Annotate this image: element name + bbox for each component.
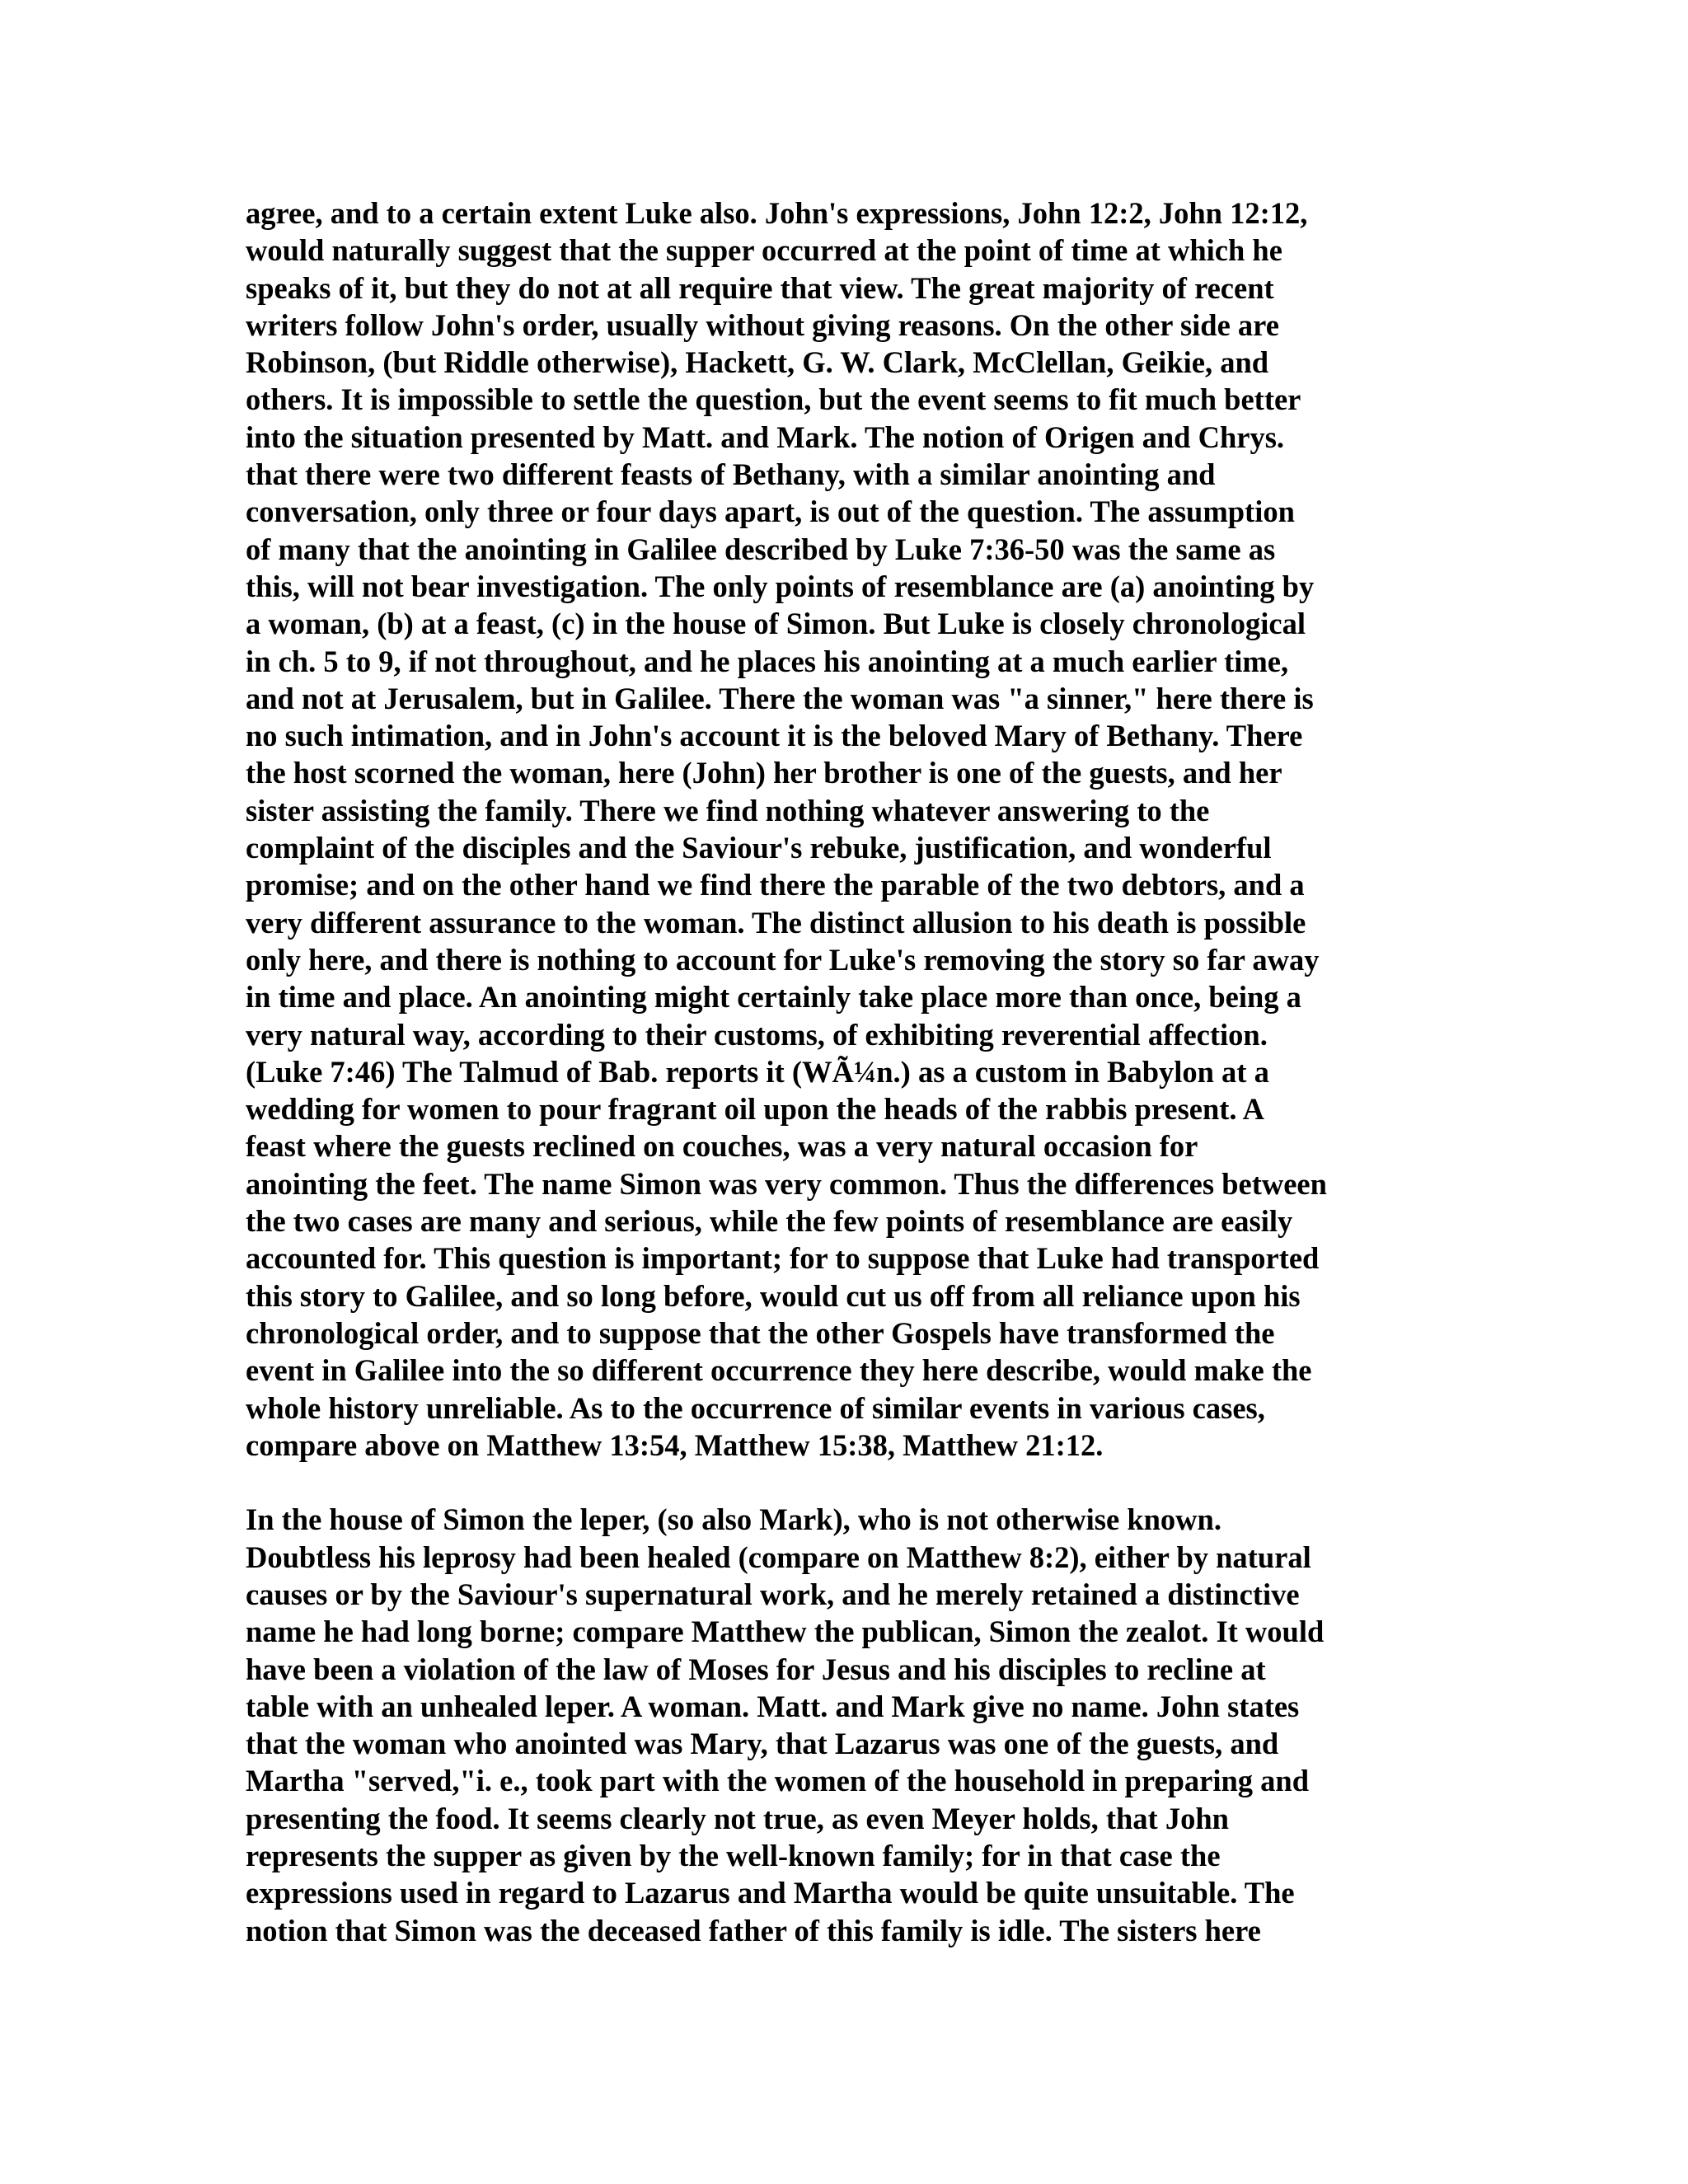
text-line: table with an unhealed leper. A woman. Matt. and Mark give no name. John states — [246, 1689, 1300, 1723]
paragraph-1 — [246, 194, 1449, 1464]
text-line: complaint of the disciples and the Saviour's rebuke, justification, and wonderful — [246, 831, 1272, 865]
text-line: very different assurance to the woman. The distinct allusion to his death is possible — [246, 905, 1306, 940]
text-line: no such intimation, and in John's account it is the beloved Mary of Bethany. There — [246, 719, 1303, 753]
text-line: Martha "served,"i. e., took part with the women of the household in preparing and — [246, 1764, 1310, 1798]
text-line: only here, and there is nothing to account for Luke's removing the story so far away — [246, 942, 1320, 977]
text-line: name he had long borne; compare Matthew the publican, Simon the zealot. It would — [246, 1615, 1325, 1649]
text-line: accounted for. This question is important; for to suppose that Luke had transported — [246, 1241, 1320, 1276]
paragraph-2 — [246, 1501, 1449, 1949]
text-line: in ch. 5 to 9, if not throughout, and he places his anointing at a much earlier time, — [246, 644, 1289, 678]
text-line: that there were two different feasts of Bethany, with a similar anointing and — [246, 457, 1216, 492]
text-line: very natural way, according to their customs, of exhibiting reverential affection. — [246, 1017, 1268, 1052]
text-line: of many that the anointing in Galilee described by Luke 7:36-50 was the same as — [246, 532, 1276, 566]
text-line: others. It is impossible to settle the question, but the event seems to fit much better — [246, 382, 1301, 417]
text-line: anointing the feet. The name Simon was very common. Thus the differences between — [246, 1166, 1327, 1201]
text-line: would naturally suggest that the supper occurred at the point of time at which he — [246, 233, 1282, 268]
text-line: Robinson, (but Riddle otherwise), Hackett, G. W. Clark, McClellan, Geikie, and — [246, 345, 1269, 380]
text-line: the two cases are many and serious, while the few points of resemblance are easily — [246, 1204, 1293, 1239]
text-line: this, will not bear investigation. The only points of resemblance are (a) anointing by — [246, 569, 1315, 603]
text-line: promise; and on the other hand we find there the parable of the two debtors, and a — [246, 868, 1305, 902]
text-line: causes or by the Saviour's supernatural work, and he merely retained a distinctive — [246, 1577, 1300, 1611]
text-line: compare above on Matthew 13:54, Matthew 15:38, Matthew 21:12. — [246, 1427, 1104, 1462]
text-line: whole history unreliable. As to the occurrence of similar events in various cases, — [246, 1390, 1265, 1425]
text-line: writers follow John's order, usually without giving reasons. On the other side are — [246, 307, 1279, 342]
text-line: notion that Simon was the deceased father of this family is idle. The sisters here — [246, 1913, 1261, 1947]
text-line: speaks of it, but they do not at all require that view. The great majority of recent — [246, 270, 1274, 305]
text-line: into the situation presented by Matt. and Mark. The notion of Origen and Chrys. — [246, 419, 1285, 454]
text-line: have been a violation of the law of Moses for Jesus and his disciples to recline at — [246, 1652, 1266, 1686]
text-line: wedding for women to pour fragrant oil upon the heads of the rabbis present. A — [246, 1092, 1265, 1127]
text-line: chronological order, and to suppose that the other Gospels have transformed the — [246, 1315, 1275, 1350]
text-line: (Luke 7:46) The Talmud of Bab. reports it (WÃ¼n.) as a custom in Babylon at a — [246, 1054, 1269, 1089]
text-line: conversation, only three or four days apart, is out of the question. The assumption — [246, 494, 1295, 529]
text-line: expressions used in regard to Lazarus and Martha would be quite unsuitable. The — [246, 1876, 1295, 1910]
text-line: this story to Galilee, and so long before, would cut us off from all reliance upon his — [246, 1278, 1301, 1313]
text-line: In the house of Simon the leper, (so also Mark), who is not otherwise known. — [246, 1502, 1221, 1537]
text-line: feast where the guests reclined on couches, was a very natural occasion for — [246, 1129, 1198, 1164]
text-line: sister assisting the family. There we find nothing whatever answering to the — [246, 793, 1210, 827]
text-line: represents the supper as given by the well-known family; for in that case the — [246, 1839, 1221, 1873]
paragraph-spacer — [246, 1464, 1449, 1501]
text-line: event in Galilee into the so different occurrence they here describe, would make the — [246, 1353, 1312, 1388]
text-line: Doubtless his leprosy had been healed (compare on Matthew 8:2), either by natural — [246, 1540, 1311, 1574]
text-line: and not at Jerusalem, but in Galilee. There the woman was "a sinner," here there is — [246, 681, 1314, 715]
text-line: the host scorned the woman, here (John) her brother is one of the guests, and her — [246, 756, 1282, 790]
document-page — [246, 194, 1449, 1949]
text-line: a woman, (b) at a feast, (c) in the house of Simon. But Luke is closely chronological — [246, 607, 1306, 641]
text-line: agree, and to a certain extent Luke also. John's expressions, John 12:2, John 12:12, — [246, 196, 1308, 230]
text-line: in time and place. An anointing might certainly take place more than once, being a — [246, 980, 1301, 1015]
text-line: that the woman who anointed was Mary, that Lazarus was one of the guests, and — [246, 1727, 1279, 1761]
text-line: presenting the food. It seems clearly not true, as even Meyer holds, that John — [246, 1801, 1229, 1835]
